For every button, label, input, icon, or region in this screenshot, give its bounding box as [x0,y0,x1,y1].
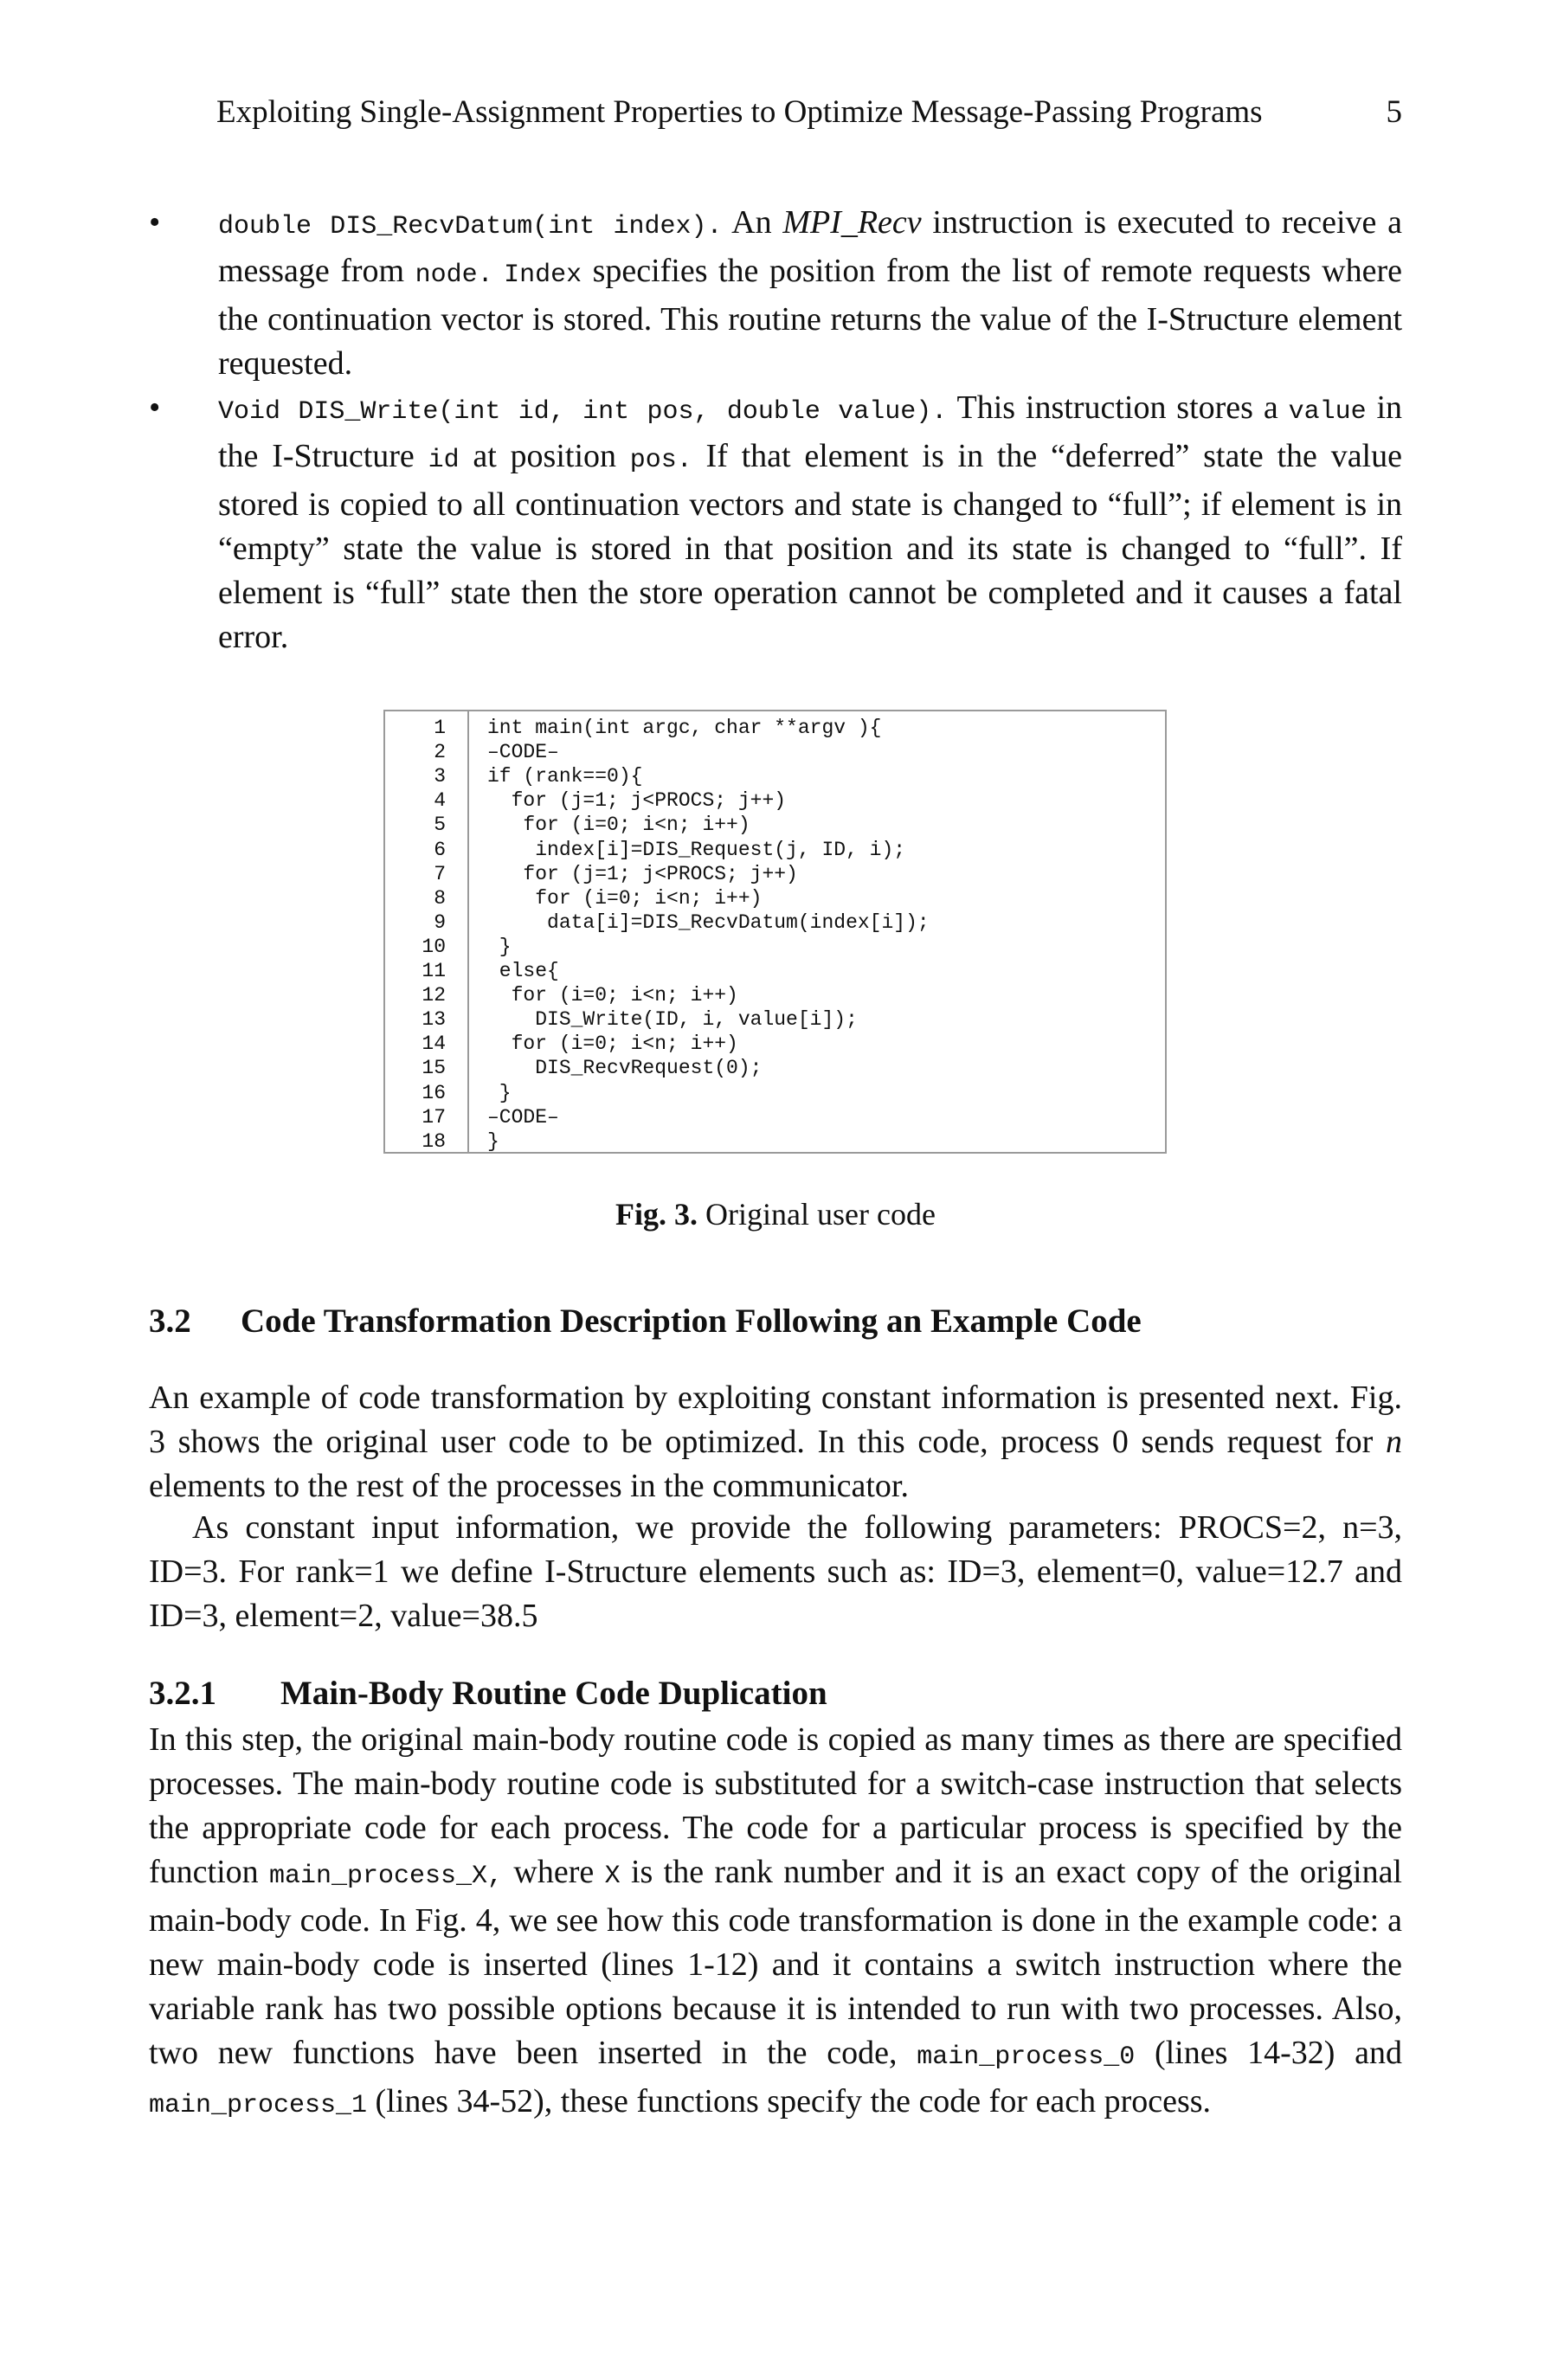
code-text: } [487,1129,499,1153]
code-line [385,960,1165,984]
inline-code: main_process_X, [269,1862,504,1891]
inline-code: value [1288,397,1367,427]
section-heading-3-2-1 [149,1674,827,1713]
figure-label: Fig. 3. [615,1197,698,1232]
bullet-text: This instruction stores a [947,389,1289,426]
line-number: 10 [422,935,446,958]
section-heading-3-2 [149,1302,1142,1341]
code-line [385,814,1165,838]
bullet-text: specifies the position from the list of remote requests where the continuation vector is stored. This routine returns the value of the I-Structure element requested. [218,253,1402,382]
bullet-icon: • [149,204,161,241]
code-line [385,1082,1165,1106]
line-number: 12 [422,984,446,1007]
bullet-text: An [722,204,783,241]
code-line [385,1130,1165,1155]
inline-code: Index [504,261,582,290]
line-number: 13 [422,1008,446,1032]
paragraph-text: (lines 14-32) and [1135,2035,1402,2071]
code-line [385,1008,1165,1032]
inline-code: main_process_0 [917,2042,1136,2072]
code-line [385,1106,1165,1130]
line-number: 11 [422,960,446,982]
code-line [385,717,1165,741]
inline-code: id [428,446,460,475]
figure-caption [0,1196,1551,1232]
line-number: 16 [422,1081,446,1104]
code-line [385,936,1165,960]
code-line [385,1057,1165,1081]
page-number: 5 [1386,94,1402,130]
code-text: for (j=1; j<PROCS; j++) [487,862,798,885]
code-text: } [487,935,512,958]
code-text: else{ [487,960,559,982]
function-signature: double DIS_RecvDatum(int index). [218,212,723,241]
running-head [216,93,1402,145]
code-line [385,741,1165,765]
code-text: data[i]=DIS_RecvDatum(index[i]); [487,910,930,934]
code-line [385,887,1165,911]
paragraph-text: elements to the rest of the processes in the communicator. [149,1468,909,1504]
emphasis: MPI_Recv [782,204,922,241]
code-text: –CODE– [487,741,559,764]
code-text: for (i=0; i<n; i++) [487,984,738,1007]
bullet-item-write [149,386,1402,659]
code-text: –CODE– [487,1105,559,1129]
line-number: 17 [422,1105,446,1129]
code-line [385,863,1165,887]
bullet-text: at position [459,438,630,474]
code-listing-figure [383,710,1167,1154]
code-text: for (i=0; i<n; i++) [487,814,750,837]
paragraph-text: where [503,1854,605,1890]
section-title: Main-Body Routine Code Duplication [280,1675,827,1712]
line-number: 3 [434,765,446,788]
code-text: for (j=1; j<PROCS; j++) [487,789,787,813]
inline-code: X [604,1862,621,1891]
figure-caption-text: Original user code [698,1197,936,1232]
line-number: 14 [422,1032,446,1056]
code-text: index[i]=DIS_Request(j, ID, i); [487,838,906,861]
line-number: 18 [422,1129,446,1153]
bullet-icon: • [149,389,161,426]
paragraph-3-2-b [149,1506,1402,1638]
code-text: if (rank==0){ [487,765,643,788]
section-number: 3.2.1 [149,1675,216,1712]
line-number: 6 [434,838,446,861]
paragraph-3-2-a [149,1376,1402,1508]
code-text: } [487,1081,512,1104]
paragraph-3-2-1 [149,1718,1402,2128]
line-number: 9 [434,910,446,934]
line-number: 8 [434,886,446,910]
paragraph-text: In this step, the original main-body routine code is copied as many times as there are specified processes. The main-body routine code is substituted for a switch-case instruction that selects the appropriate code for each process. The code for a particular process is specified by the function [149,1721,1402,1890]
code-text: for (i=0; i<n; i++) [487,1032,738,1056]
bullet-list [149,201,1402,659]
inline-code: main_process_1 [149,2091,368,2120]
code-text: DIS_Write(ID, i, value[i]); [487,1008,858,1032]
section-title: Code Transformation Description Following an Example Code [241,1303,1142,1340]
code-line [385,839,1165,863]
inline-code: node. [415,261,493,290]
code-text: int main(int argc, char **argv ){ [487,717,882,739]
line-number: 7 [434,862,446,885]
inline-code: pos. [629,446,692,475]
code-line [385,1032,1165,1057]
code-line [385,911,1165,936]
code-text: for (i=0; i<n; i++) [487,886,763,910]
bullet-text: If that element is in the “deferred” state the value stored is copied to all continuation vectors and state is changed to “full”; if element is in “empty” state the value is stored in that position and its state is changed to “full”. If element is “full” state then the store operation cannot be completed and it causes a fatal error. [218,438,1402,655]
section-number: 3.2 [149,1303,191,1340]
code-text: DIS_RecvRequest(0); [487,1057,763,1080]
code-line [385,984,1165,1008]
paragraph-text: (lines 34-52), these functions specify the code for each process. [367,2083,1212,2119]
paragraph-text: is the rank number and it is an exact copy of the original main-body code. In Fig. 4, we see how this code transformation is done in the example code: a new main-body code is inserted (lines 1-12) and it contains a switch instruction where the variable rank has two possible options because it is intended to run with two processes. Also, two new functions have been inserted in the code, [149,1854,1402,2071]
bullet-text: instruction is executed to receive a message from [218,204,1402,289]
function-signature: Void DIS_Write(int id, int pos, double value). [218,397,948,427]
line-number: 2 [434,741,446,764]
bullet-text [493,253,504,289]
paragraph-text: An example of code transformation by exploiting constant information is presented next. Fig. 3 shows the original user code to be optimized. In this code, process 0 sends request for [149,1380,1402,1460]
paragraph-text: As constant input information, we provide the following parameters: PROCS=2, n=3, ID=3. For rank=1 we define I-Structure elements such as: ID=3, element=0, value=12.7 and ID=3, element=2, value=38.5 [149,1509,1402,1634]
code-line [385,789,1165,814]
bullet-item-recvdatum [149,201,1402,386]
line-number: 5 [434,814,446,837]
code-line [385,765,1165,789]
running-head-title: Exploiting Single-Assignment Properties to Optimize Message-Passing Programs [216,94,1263,130]
bullet-text: in the I-Structure [218,389,1402,474]
line-number: 1 [434,717,446,739]
emphasis: n [1386,1424,1402,1460]
line-number: 15 [422,1057,446,1080]
line-number: 4 [434,789,446,813]
